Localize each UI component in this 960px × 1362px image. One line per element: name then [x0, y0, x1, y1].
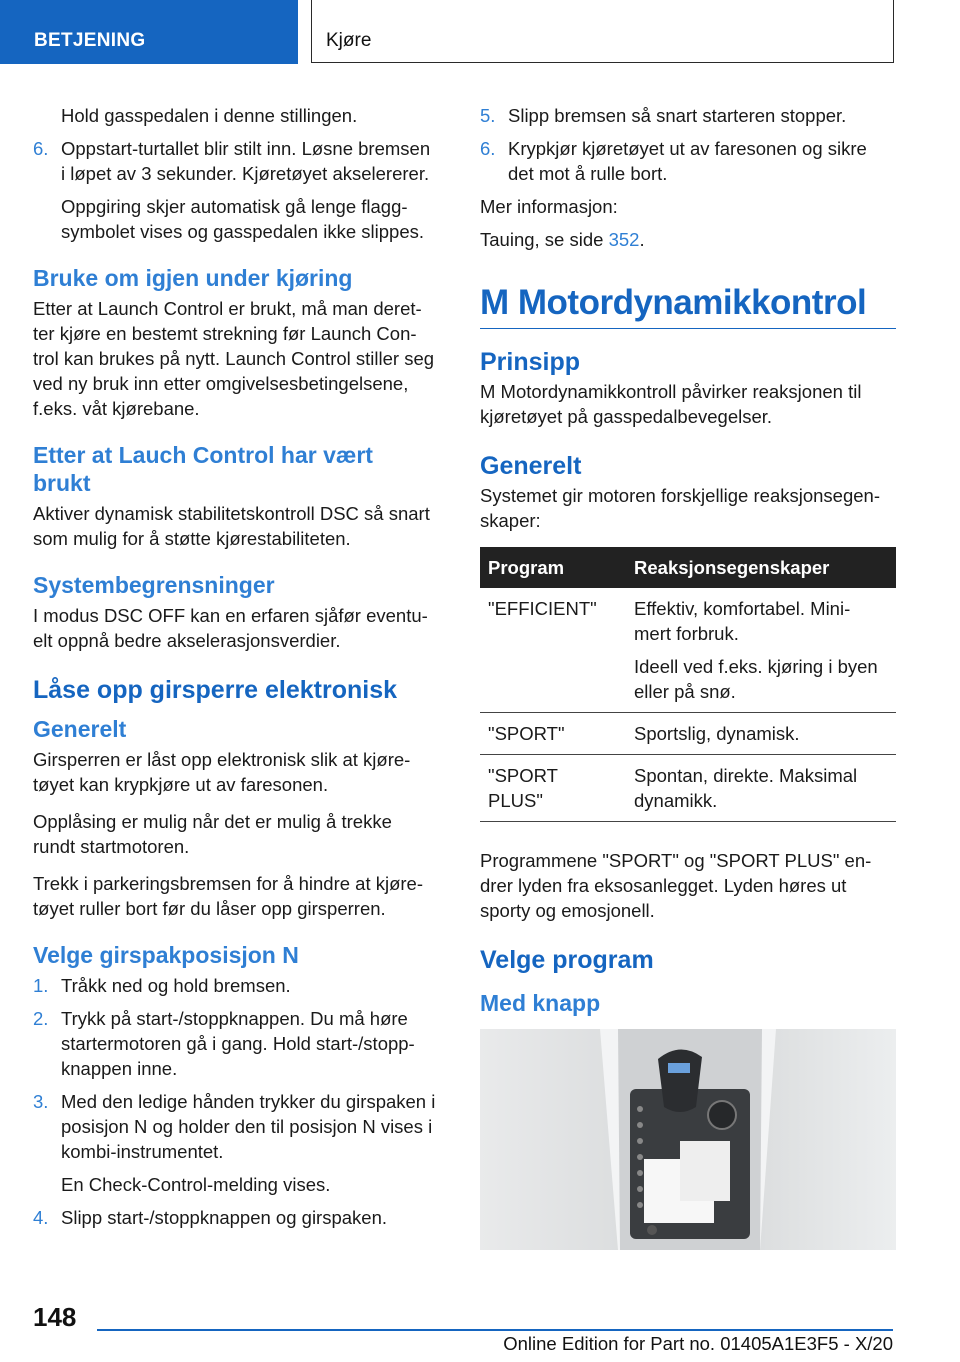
step-number: 4. [33, 1207, 49, 1228]
table-cell-description: Sportslig, dynamisk. [626, 713, 896, 755]
step-number: 3. [33, 1091, 49, 1112]
table-cell-description: Spontan, direkte. Maksimal dynamikk. [626, 755, 896, 822]
paragraph-general-right: Systemet gir motoren forskjellige reaksjonsegen- skaper: [480, 485, 880, 531]
table-cell-program: "SPORT PLUS" [480, 755, 626, 822]
right-column [480, 103, 896, 1250]
header-chapter-box [311, 0, 894, 63]
step5-continuation: Hold gasspedalen i denne stillingen. [61, 105, 358, 126]
step-2: 2. Trykk på start-/stoppknappen. Du må høre startermotoren gå i gang. Hold start-/stopp- knappen inne. [33, 1008, 415, 1079]
paragraph-reuse: Etter at Launch Control er brukt, må man deret- ter kjøre en bestemt strekning før Launch Con- trol kan brukes på nytt. Launch Control stiller seg ved ny bruk inn etter omgivelsesbetingelsene, f.eks. våt kjørebane. [33, 298, 435, 419]
step-6-right: 6. Krypkjør kjøretøyet ut av faresonen og sikre det mot å rulle bort. [480, 138, 867, 184]
paragraph-general-3: Trekk i parkeringsbremsen for å hindre at kjøre- tøyet ruller bort før du låser opp girsperren. [33, 873, 424, 919]
header-chapter-label: Kjøre [326, 30, 372, 51]
table-header-row [480, 547, 896, 588]
paragraph-principle: M Motordynamikkontroll påvirker reaksjonen til kjøretøyet på gasspedalbevegelser. [480, 381, 862, 427]
paragraph-programs-sound: Programmene "SPORT" og "SPORT PLUS" en- drer lyden fra eksosanlegget. Lyden høres ut sporty og emosjonell. [480, 850, 872, 921]
more-info: Mer informasjon: [480, 196, 618, 217]
paragraph-system-limits: I modus DSC OFF kan en erfaren sjåfør eventu- elt oppnå bedre akselerasjonsverdier. [33, 605, 428, 651]
table-header-program: Program [480, 547, 626, 588]
towing-page-link[interactable]: 352 [608, 229, 640, 250]
step-number: 6. [33, 138, 49, 159]
table-row [480, 588, 896, 713]
console-illustration [480, 1029, 896, 1250]
table-row [480, 713, 896, 755]
heading-general-right: Generelt [480, 452, 582, 480]
step-6-note: Oppgiring skjer automatisk gå lenge flagg- symbolet vises og gasspedalen ikke slippes. [61, 196, 424, 242]
step-number: 5. [480, 105, 496, 126]
header-section-label: BETJENING [34, 30, 146, 51]
heading-m-engine-dynamics: M Motordynamikkontrol [480, 280, 896, 329]
footer-divider [97, 1329, 893, 1331]
heading-select-n: Velge girspakposisjon N [33, 942, 299, 968]
footer-edition: Online Edition for Part no. 01405A1E3F5 - X/20 [503, 1333, 893, 1354]
program-table [480, 547, 896, 822]
heading-with-button: Med knapp [480, 990, 601, 1016]
heading-unlock-gear: Låse opp girsperre elektronisk [33, 676, 398, 704]
heading-general-left: Generelt [33, 716, 127, 742]
step-number: 6. [480, 138, 496, 159]
step-number: 2. [33, 1008, 49, 1029]
paragraph-general-1: Girsperren er låst opp elektronisk slik at kjøre- tøyet kan krypkjøre ut av faresonen. [33, 749, 411, 795]
step-5: 5. Slipp bremsen så snart starteren stopper. [480, 105, 847, 126]
heading-reuse: Bruke om igjen under kjøring [33, 265, 353, 291]
table-cell-description: Effektiv, komfortabel. Mini- mert forbruk. Ideell ved f.eks. kjøring i byen eller på snø. [626, 588, 896, 713]
step-1: 1. Tråkk ned og hold bremsen. [33, 975, 291, 996]
step-3-note: En Check-Control-melding vises. [61, 1174, 331, 1195]
page-number: 148 [33, 1302, 77, 1332]
paragraph-general-2: Opplåsing er mulig når det er mulig å trekke rundt startmotoren. [33, 811, 392, 857]
step-3: 3. Med den ledige hånden trykker du girspaken i posisjon N og holder den til posisjon N vises i kombi-instrumentet. [33, 1091, 436, 1162]
step-6: 6. Oppstart-turtallet blir stilt inn. Løsne bremsen i løpet av 3 sekunder. Kjøretøyet akselererer. [33, 138, 431, 184]
towing-reference: Tauing, se side 352. [480, 229, 645, 250]
table-cell-program: "EFFICIENT" [480, 588, 626, 713]
step-number: 1. [33, 975, 49, 996]
heading-select-program: Velge program [480, 946, 654, 974]
paragraph-after-launch: Aktiver dynamisk stabilitetskontroll DSC så snart som mulig for å støtte kjørestabiliteten. [33, 503, 430, 549]
heading-system-limits: Systembegrensninger [33, 572, 275, 598]
left-column [33, 103, 451, 1238]
heading-principle: Prinsipp [480, 348, 581, 376]
table-header-characteristics: Reaksjonsegenskaper [626, 547, 896, 588]
header-section-tab [0, 0, 298, 64]
heading-after-launch: Etter at Lauch Control har vært brukt [33, 442, 373, 496]
table-row [480, 755, 896, 822]
center-console-photo-icon [480, 1029, 896, 1250]
table-cell-program: "SPORT" [480, 713, 626, 755]
step-4: 4. Slipp start-/stoppknappen og girspaken. [33, 1207, 388, 1228]
